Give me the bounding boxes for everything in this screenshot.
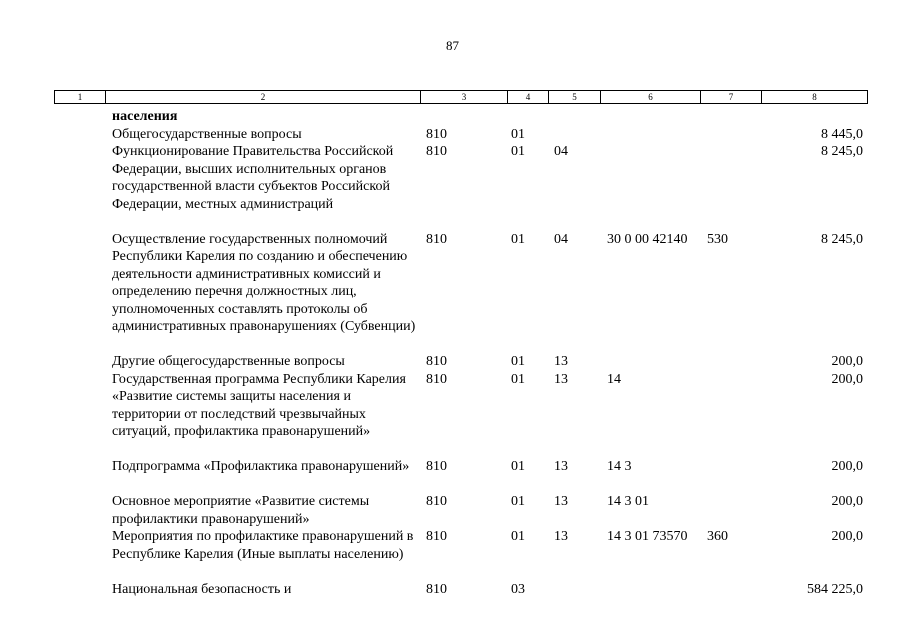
row-amount: 200,0 [831, 371, 863, 387]
row-section: 01 [511, 459, 525, 474]
row-code: 810 [426, 371, 447, 387]
row-target-article: 14 3 [607, 459, 632, 474]
row-subsection: 13 [554, 459, 568, 474]
row-amount: 8 245,0 [821, 231, 863, 247]
table-row [0, 458, 905, 493]
row-name: населения [112, 109, 178, 124]
table-row [0, 528, 905, 581]
row-expense-type: 360 [707, 529, 728, 544]
table-body [0, 108, 905, 598]
row-section: 01 [511, 371, 525, 387]
row-subsection: 13 [554, 529, 568, 544]
row-code: 810 [426, 231, 447, 247]
header-col-2: 2 [106, 91, 421, 103]
row-section: 01 [511, 354, 525, 369]
row-subsection: 04 [554, 231, 568, 247]
header-col-6: 6 [601, 91, 701, 103]
row-amount: 200,0 [831, 459, 863, 474]
row-section: 03 [511, 581, 525, 597]
row-code: 810 [426, 144, 447, 159]
row-code: 810 [426, 529, 447, 544]
header-col-4: 4 [508, 91, 549, 103]
table-row [0, 143, 905, 231]
row-amount: 200,0 [831, 529, 863, 544]
row-name: Другие общегосударственные вопросы [112, 354, 345, 369]
row-name: Подпрограмма «Профилактика правонарушений» [112, 459, 410, 474]
row-amount: 200,0 [831, 494, 863, 509]
header-col-7: 7 [701, 91, 762, 103]
row-subsection: 13 [554, 354, 568, 369]
row-expense-type: 530 [707, 231, 728, 247]
table-header-row [54, 90, 868, 104]
row-name: Основное мероприятие «Развитие системы профилактики правонарушений» [112, 494, 370, 527]
row-name: Общегосударственные вопросы [112, 126, 302, 142]
table-row [0, 231, 905, 354]
row-name: Государственная программа Республики Карелия «Развитие системы защиты населения и территории от последствий чрезвычайных ситуаций, профилактика правонарушений» [112, 371, 406, 439]
row-target-article: 14 3 01 73570 [607, 529, 688, 544]
row-name: Мероприятия по профилактике правонарушений в Республике Карелия (Иные выплаты населению) [112, 529, 414, 562]
row-section: 01 [511, 144, 525, 159]
row-code: 810 [426, 581, 447, 597]
page-number: 87 [446, 38, 459, 53]
table-row [0, 493, 905, 528]
row-code: 810 [426, 459, 447, 474]
row-code: 810 [426, 126, 447, 142]
row-section: 01 [511, 529, 525, 544]
table-row [0, 108, 905, 126]
row-name: Национальная безопасность и [112, 581, 292, 597]
row-target-article: 14 [607, 371, 621, 387]
row-name: Осуществление государственных полномочий Республики Карелия по созданию и обеспечению деятельности административных комиссий и определению перечня должностных лиц, уполномоченных составлять протоколы об административных правонарушениях (Субвенции) [112, 231, 416, 334]
row-target-article: 30 0 00 42140 [607, 231, 688, 247]
row-name: Функционирование Правительства Российской Федерации, высших исполнительных органов государственной власти субъектов Российской Федерации, местных администраций [112, 144, 394, 212]
row-amount: 8 445,0 [821, 126, 863, 142]
table-row [0, 371, 905, 459]
row-amount: 8 245,0 [821, 144, 863, 159]
row-target-article: 14 3 01 [607, 494, 649, 509]
row-amount: 584 225,0 [807, 581, 863, 597]
row-section: 01 [511, 231, 525, 247]
header-col-8: 8 [812, 92, 817, 102]
header-col-5: 5 [549, 91, 601, 103]
table-row [0, 353, 905, 371]
header-col-3: 3 [421, 91, 508, 103]
table-row [0, 126, 905, 144]
row-subsection: 13 [554, 371, 568, 387]
row-code: 810 [426, 354, 447, 369]
header-col-1: 1 [55, 91, 106, 103]
table-row [0, 581, 905, 599]
row-amount: 200,0 [831, 354, 863, 369]
row-subsection: 04 [554, 144, 568, 159]
row-subsection: 13 [554, 494, 568, 509]
row-section: 01 [511, 126, 525, 142]
row-code: 810 [426, 494, 447, 509]
row-section: 01 [511, 494, 525, 509]
